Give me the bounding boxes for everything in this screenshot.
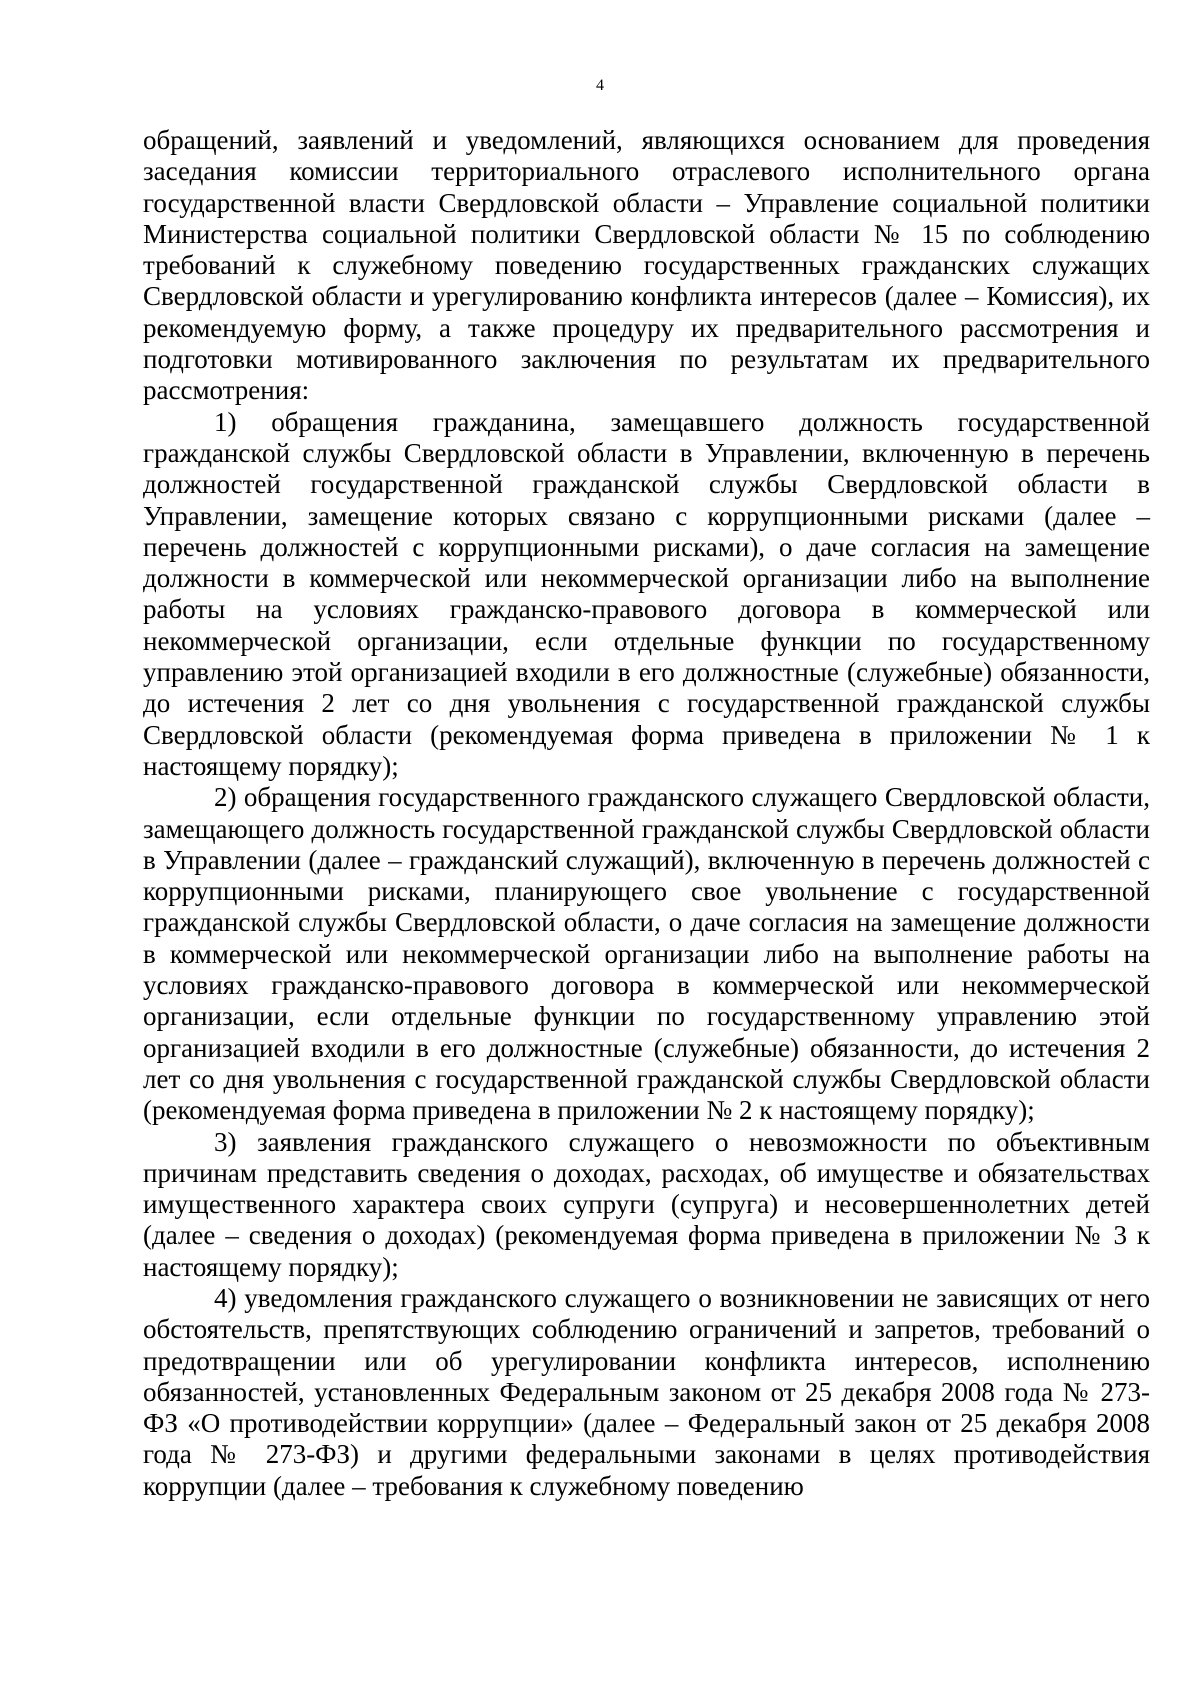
intro-paragraph: обращений, заявлений и уведомлений, являющихся основанием для проведения заседания комиссии территориального отраслевого исполнительного органа государственной власти Свердловской области – Управление социальной политики Министерства социальной политики Свердловской области № 15 по соблюдению требований к служебному поведению государственных гражданских служащих Свердловской области и урегулированию конфликта интересов (далее – Комиссия), их рекомендуемую форму, а также процедуру их предварительного рассмотрения и подготовки мотивированного заключения по результатам их предварительного рассмотрения: [143, 125, 1150, 406]
document-body [143, 125, 1150, 1502]
list-item-3: 3) заявления гражданского служащего о невозможности по объективным причинам представить сведения о доходах, расходах, об имуществе и обязательствах имущественного характера своих супруги (супруга) и несовершеннолетних детей (далее – сведения о доходах) (рекомендуемая форма приведена в приложении № 3 к настоящему порядку); [143, 1126, 1150, 1282]
list-item-4: 4) уведомления гражданского служащего о возникновении не зависящих от него обстоятельств, препятствующих соблюдению ограничений и запретов, требований о предотвращении или об урегулировании конфликта интересов, исполнению обязанностей, установленных Федеральным законом от 25 декабря 2008 года № 273-ФЗ «О противодействии коррупции» (далее – Федеральный закон от 25 декабря 2008 года № 273-ФЗ) и другими федеральными законами в целях противодействия коррупции (далее – требования к служебному поведению [143, 1282, 1150, 1501]
list-item-1: 1) обращения гражданина, замещавшего должность государственной гражданской службы Свердловской области в Управлении, включенную в перечень должностей государственной гражданской службы Свердловской области в Управлении, замещение которых связано с коррупционными рисками (далее – перечень должностей с коррупционными рисками), о даче согласия на замещение должности в коммерческой или некоммерческой организации либо на выполнение работы на условиях гражданско-правового договора в коммерческой или некоммерческой организации, если отдельные функции по государственному управлению этой организацией входили в его должностные (служебные) обязанности, до истечения 2 лет со дня увольнения с государственной гражданской службы Свердловской области (рекомендуемая форма приведена в приложении № 1 к настоящему порядку); [143, 406, 1150, 781]
list-item-2: 2) обращения государственного гражданского служащего Свердловской области, замещающего должность государственной гражданской службы Свердловской области в Управлении (далее – гражданский служащий), включенную в перечень должностей с коррупционными рисками, планирующего свое увольнение с государственной гражданской службы Свердловской области, о даче согласия на замещение должности в коммерческой или некоммерческой организации либо на выполнение работы на условиях гражданско-правового договора в коммерческой или некоммерческой организации, если отдельные функции по государственному управлению этой организацией входили в его должностные (служебные) обязанности, до истечения 2 лет со дня увольнения с государственной гражданской службы Свердловской области (рекомендуемая форма приведена в приложении № 2 к настоящему порядку); [143, 782, 1150, 1126]
page-number: 4 [596, 77, 604, 94]
